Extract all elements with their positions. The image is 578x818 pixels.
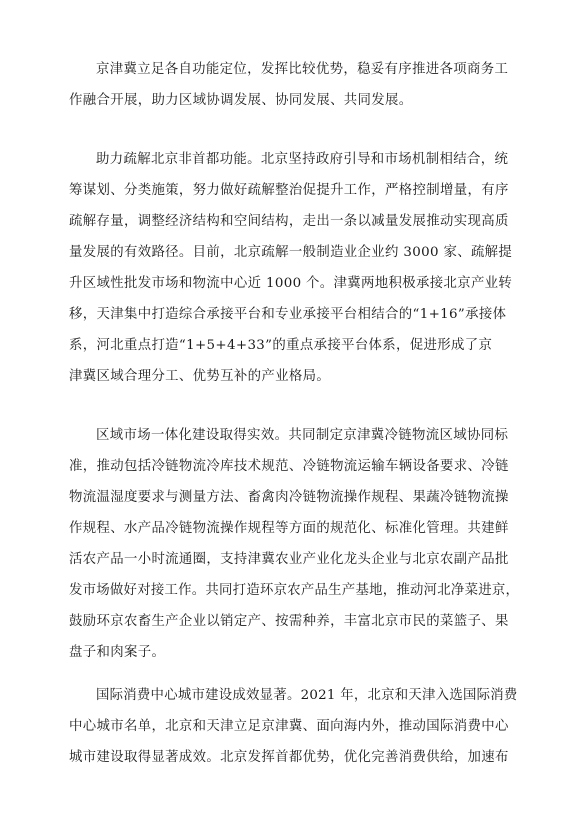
paragraph-line: 区域市场一体化建设取得实效。共同制定京津冀冷链物流区域协同标 — [96, 428, 509, 443]
paragraph-line: 中心城市名单，北京和天津立足京津冀、面向海内外，推动国际消费中心 — [69, 719, 509, 734]
paragraph-line: 筹谋划、分类施策，努力做好疏解整治促提升工作，严格控制增量，有序 — [69, 183, 509, 198]
paragraph-line: 系，河北重点打造“1+5+4+33”的重点承接平台体系，促进形成了京 — [69, 338, 493, 353]
paragraph-line: 助力疏解北京非首都功能。北京坚持政府引导和市场机制相结合，统 — [96, 152, 509, 167]
paragraph-line: 移，天津集中打造综合承接平台和专业承接平台相结合的“1+16”承接体 — [69, 307, 507, 322]
paragraph-line: 盘子和肉案子。 — [69, 645, 166, 660]
paragraph-line: 量发展的有效路径。目前，北京疏解一般制造业企业约 3000 家、疏解提 — [69, 245, 513, 260]
paragraph-line: 鼓励环京农畜生产企业以销定产、按需种养，丰富北京市民的菜篮子、果 — [69, 614, 509, 629]
paragraph-line: 作融合开展，助力区域协调发展、协同发展、共同发展。 — [69, 93, 413, 108]
paragraph-line: 物流温湿度要求与测量方法、畜禽肉冷链物流操作规程、果蔬冷链物流操 — [69, 490, 509, 505]
paragraph-line: 城市建设取得显著成效。北京发挥首都优势，优化完善消费供给，加速布 — [69, 750, 509, 765]
paragraph-line: 准，推动包括冷链物流冷库技术规范、冷链物流运输车辆设备要求、冷链 — [69, 459, 509, 474]
paragraph-line: 升区域性批发市场和物流中心近 1000 个。津冀两地积极承接北京产业转 — [69, 276, 513, 291]
paragraph-line: 疏解存量，调整经济结构和空间结构，走出一条以减量发展推动实现高质 — [69, 214, 509, 229]
paragraph-line: 津冀区域合理分工、优势互补的产业格局。 — [69, 369, 331, 384]
paragraph-line: 活农产品一小时流通圈，支持津冀农业产业化龙头企业与北京农副产品批 — [69, 552, 509, 567]
paragraph-line: 发市场做好对接工作。共同打造环京农产品生产基地，推动河北净菜进京， — [69, 583, 520, 598]
paragraph-line: 国际消费中心城市建设成效显著。2021 年，北京和天津入选国际消费 — [96, 688, 518, 703]
paragraph-line: 京津冀立足各自功能定位，发挥比较优势，稳妥有序推进各项商务工 — [96, 62, 509, 77]
paragraph-line: 作规程、水产品冷链物流操作规程等方面的规范化、标准化管理。共建鲜 — [69, 521, 509, 536]
